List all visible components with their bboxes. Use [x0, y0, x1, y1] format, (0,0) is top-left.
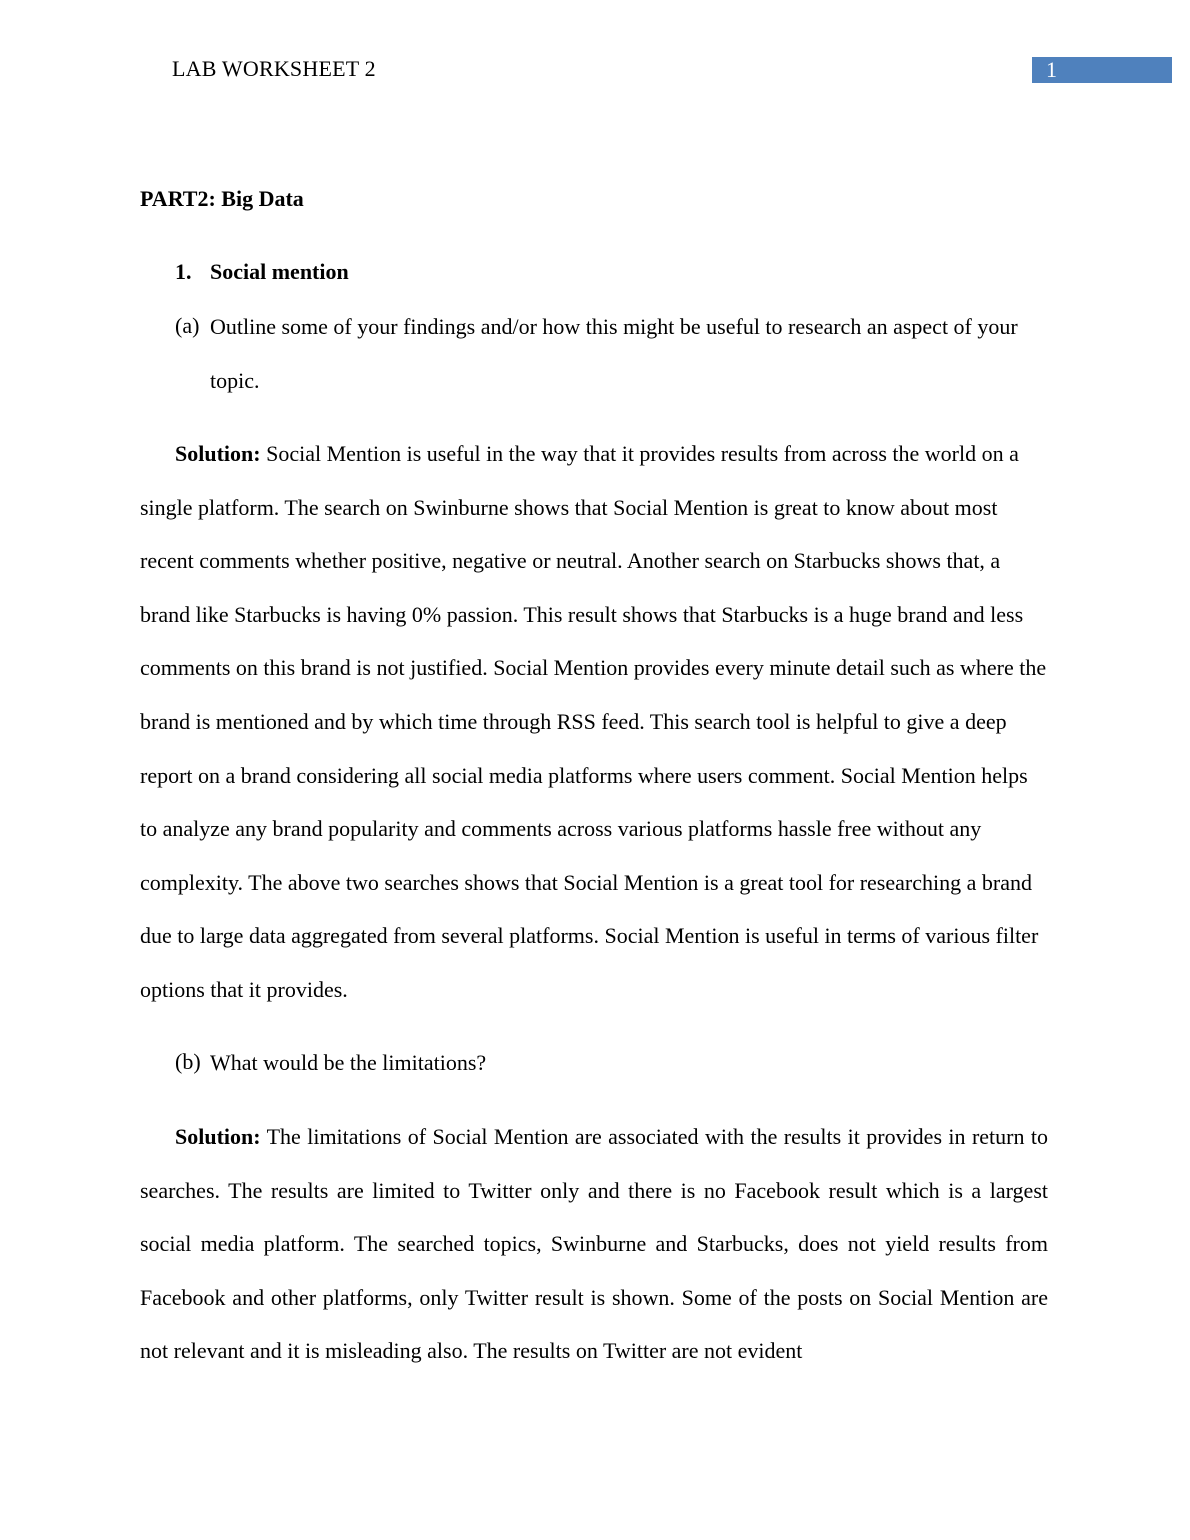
question-a-label: (a) [175, 313, 200, 338]
numbered-heading-title: Social mention [210, 259, 349, 284]
solution-b-text: The limitations of Social Mention are associated with the results it provides in return to searches. The results are limited to Twitter only and there is no Facebook result which is a largest social media platform. The searched topics, Swinburne and Starbucks, does not yield results from Facebook and other platforms, only Twitter result is shown. Some of the posts on Social Mention are not relevant and it is misleading also. The results on Twitter are not evident [140, 1124, 1048, 1364]
numbered-heading [175, 259, 349, 285]
solution-a-paragraph [140, 427, 1048, 1017]
question-a-text: Outline some of your findings and/or how this might be useful to research an aspect of your topic. [210, 314, 1018, 393]
solution-b-paragraph [140, 1110, 1048, 1378]
question-b-text: What would be the limitations? [210, 1050, 487, 1075]
question-b-label: (b) [175, 1049, 201, 1074]
section-title: PART2: Big Data [140, 186, 304, 211]
solution-a-text: Social Mention is useful in the way that it provides results from across the world on a single platform. The search on Swinburne shows that Social Mention is great to know about most recent comments whether positive, negative or neutral. Another search on Starbucks shows that, a brand like Starbucks is having 0% passion. This result shows that Starbucks is a huge brand and less comments on this brand is not justified. Social Mention provides every minute detail such as where the brand is mentioned and by which time through RSS feed. This search tool is helpful to give a deep report on a brand considering all social media platforms where users comment. Social Mention helps to analyze any brand popularity and comments across various platforms hassle free without any complexity. The above two searches shows that Social Mention is a great tool for researching a brand due to large data aggregated from several platforms. Social Mention is useful in terms of various filter options that it provides. [140, 441, 1047, 1002]
page-number-box [1032, 57, 1172, 83]
running-head: LAB WORKSHEET 2 [172, 56, 376, 81]
question-a [175, 300, 1055, 407]
solution-b-label: Solution: [175, 1124, 261, 1149]
page-number: 1 [1046, 57, 1057, 82]
numbered-heading-number: 1. [175, 259, 192, 284]
solution-a-label: Solution: [175, 441, 261, 466]
question-b [175, 1036, 1055, 1090]
